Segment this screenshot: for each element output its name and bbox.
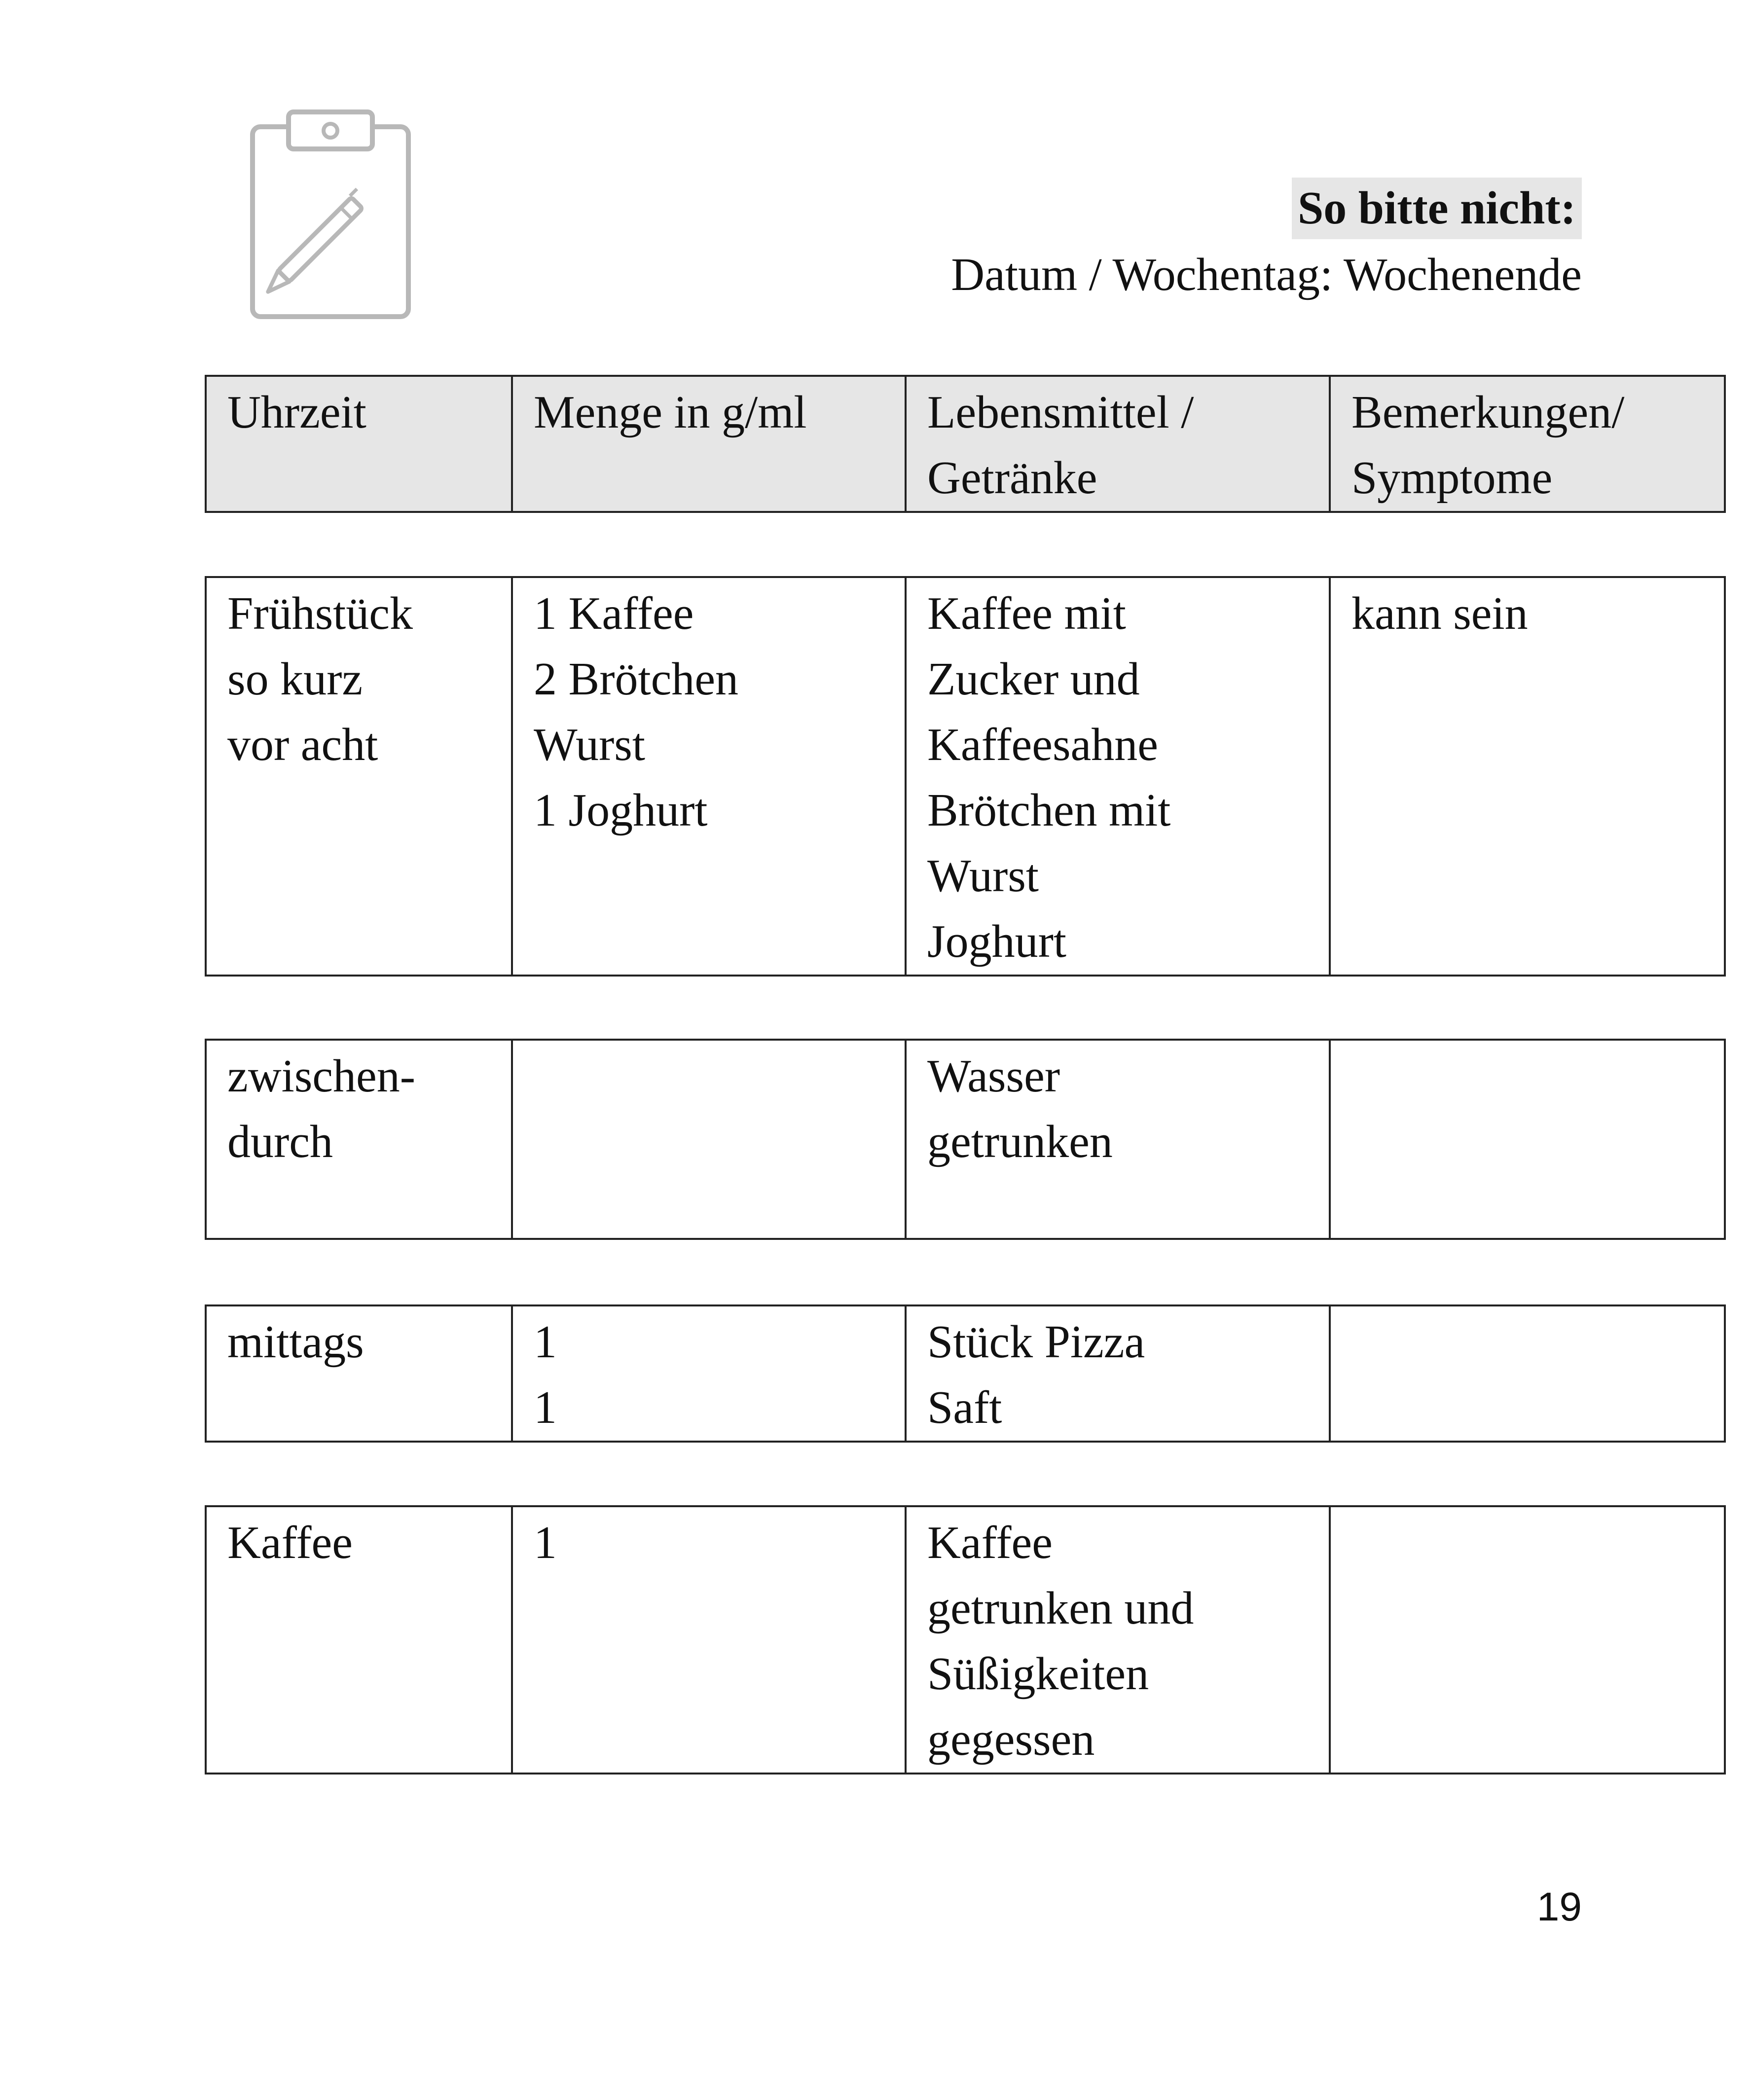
bemerkungen-cell [1330,1305,1725,1442]
header-table [205,375,1726,513]
header-bemerkungen: Bemerkungen/ Symptome [1330,376,1725,512]
entry-table-zwischendurch [205,1039,1726,1240]
uhrzeit-cell: Kaffee [206,1506,512,1774]
header-menge: Menge in g/ml [512,376,906,512]
uhrzeit-cell: Frühstück so kurz vor acht [206,577,512,976]
header-lebensmittel: Lebensmittel / Getränke [906,376,1330,512]
uhrzeit-cell: zwischen- durch [206,1040,512,1239]
bemerkungen-cell [1330,1040,1725,1239]
entry-table-kaffee [205,1505,1726,1774]
bemerkungen-cell [1330,1506,1725,1774]
lebensmittel-cell: Kaffee mit Zucker und Kaffeesahne Brötchen mit Wurst Joghurt [906,577,1330,976]
date-weekday-line: Datum / Wochentag: Wochenende [951,249,1582,300]
uhrzeit-cell: mittags [206,1305,512,1442]
menge-cell [512,1040,906,1239]
header-uhrzeit: Uhrzeit [206,376,512,512]
page-heading: So bitte nicht: [1292,178,1582,239]
clipboard-pen-icon [247,106,414,323]
menge-cell: 1 Kaffee 2 Brötchen Wurst 1 Joghurt [512,577,906,976]
bemerkungen-cell: kann sein [1330,577,1725,976]
entry-table-fruehstueck [205,576,1726,977]
lebensmittel-cell: Stück Pizza Saft [906,1305,1330,1442]
lebensmittel-cell: Kaffee getrunken und Süßigkeiten gegessen [906,1506,1330,1774]
entry-table-mittags [205,1304,1726,1443]
menge-cell: 1 [512,1506,906,1774]
menge-cell: 1 1 [512,1305,906,1442]
page-number: 19 [1536,1884,1582,1929]
lebensmittel-cell: Wasser getrunken [906,1040,1330,1239]
